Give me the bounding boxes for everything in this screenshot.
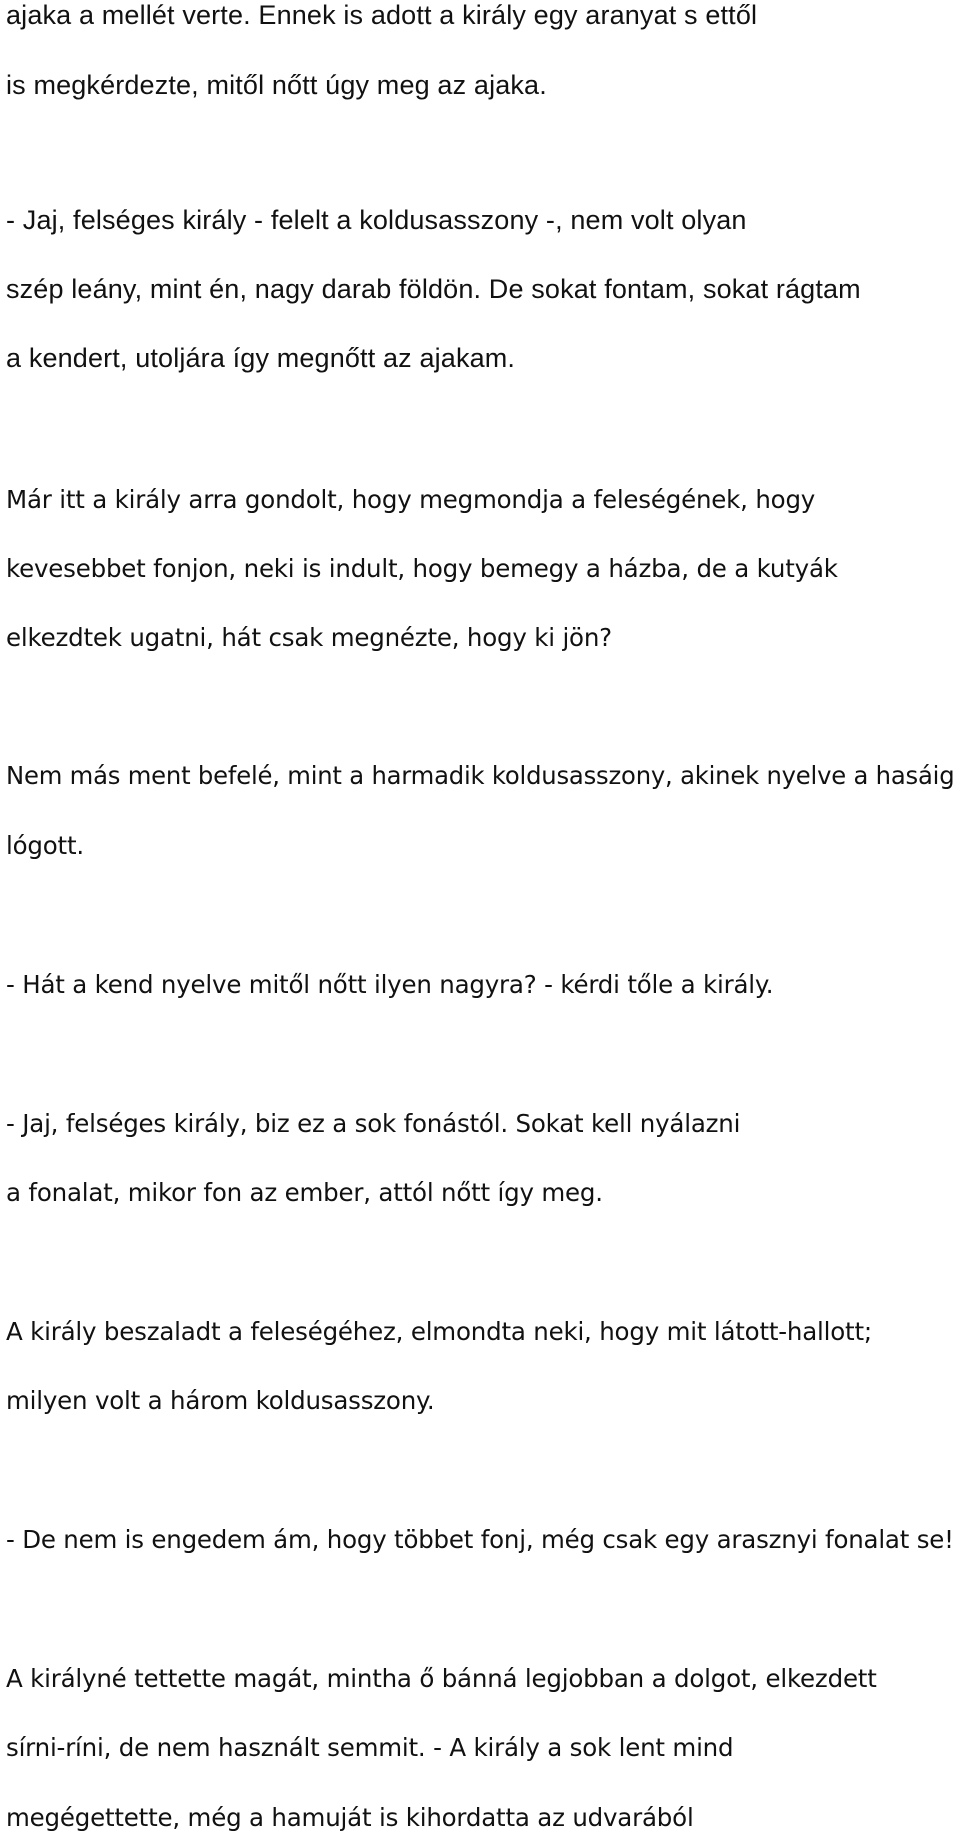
text-line: lógott. — [6, 831, 84, 860]
text-line: milyen volt a három koldusasszony. — [6, 1386, 435, 1415]
text-line: - Jaj, felséges király - felelt a koldusasszony -, nem volt olyan — [6, 205, 747, 235]
text-line: - Jaj, felséges király, biz ez a sok fonástól. Sokat kell nyálazni — [6, 1109, 741, 1138]
text-line: A király beszaladt a feleségéhez, elmondta neki, hogy mit látott-hallott; — [6, 1317, 872, 1346]
text-line: is megkérdezte, mitől nőtt úgy meg az ajaka. — [6, 70, 547, 100]
text-line: kevesebbet fonjon, neki is indult, hogy bemegy a házba, de a kutyák — [6, 554, 838, 583]
text-line: a kendert, utoljára így megnőtt az ajakam. — [6, 343, 516, 373]
text-line: elkezdtek ugatni, hát csak megnézte, hogy ki jön? — [6, 623, 612, 652]
text-line: A királyné tettette magát, mintha ő bánná legjobban a dolgot, elkezdett — [6, 1664, 877, 1693]
text-line: megégettette, még a hamuját is kihordatta az udvarából — [6, 1803, 694, 1832]
text-line: Nem más ment befelé, mint a harmadik koldusasszony, akinek nyelve a hasáig — [6, 761, 955, 790]
text-line: sírni-ríni, de nem használt semmit. - A király a sok lent mind — [6, 1733, 734, 1762]
text-line: szép leány, mint én, nagy darab földön. De sokat fontam, sokat rágtam — [6, 274, 861, 304]
text-line: - De nem is engedem ám, hogy többet fonj, még csak egy arasznyi fonalat se! — [6, 1525, 954, 1554]
text-line: Már itt a király arra gondolt, hogy megmondja a feleségének, hogy — [6, 485, 816, 514]
text-line: a fonalat, mikor fon az ember, attól nőtt így meg. — [6, 1178, 603, 1207]
text-line: - Hát a kend nyelve mitől nőtt ilyen nagyra? - kérdi tőle a király. — [6, 970, 774, 999]
text-line: ajaka a mellét verte. Ennek is adott a király egy aranyat s ettől — [6, 0, 758, 30]
